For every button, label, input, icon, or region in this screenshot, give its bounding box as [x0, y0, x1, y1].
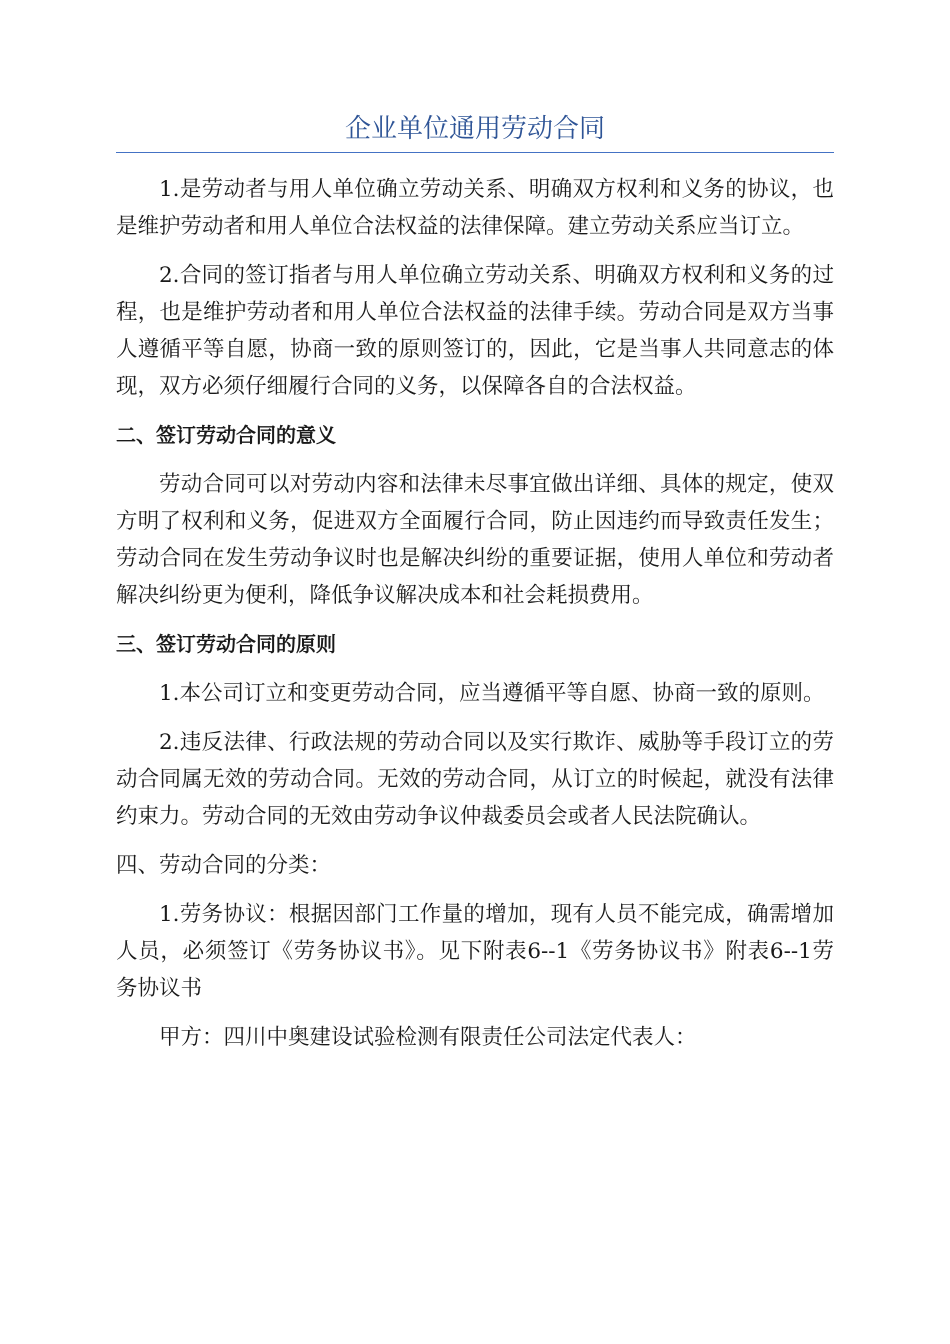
paragraph-principle-1: 1.本公司订立和变更劳动合同，应当遵循平等自愿、协商一致的原则。: [159, 681, 825, 706]
section-heading-significance: 二、签订劳动合同的意义: [116, 423, 336, 447]
paragraph-2: 2.合同的签订指者与用人单位确立劳动关系、明确双方权利和义务的过程，也是维护劳动者和用人单位合法权益的法律手续。劳动合同是双方当事人遵循平等自愿，协商一致的原则签订的，因此，它是当事人共同意志的体现，双方必须仔细履行合同的义务，以保障各自的合法权益。: [116, 263, 834, 399]
paragraph-classification-1: 1.劳务协议：根据因部门工作量的增加，现有人员不能完成，确需增加人员，必须签订《劳务协议书》。见下附表6--1《劳务协议书》附表6--1劳务协议书: [116, 902, 834, 1001]
section-heading-principles: 三、签订劳动合同的原则: [116, 632, 336, 656]
title-underline: [116, 152, 834, 153]
paragraph-significance: 劳动合同可以对劳动内容和法律未尽事宜做出详细、具体的规定，使双方明了权利和义务，促进双方全面履行合同，防止因违约而导致责任发生；劳动合同在发生劳动争议时也是解决纠纷的重要证据，使用人单位和劳动者解决纠纷更为便利，降低争议解决成本和社会耗损费用。: [116, 472, 834, 608]
paragraph-principle-2: 2.违反法律、行政法规的劳动合同以及实行欺诈、威胁等手段订立的劳动合同属无效的劳动合同。无效的劳动合同，从订立的时候起，就没有法律约束力。劳动合同的无效由劳动争议仲裁委员会或者人民法院确认。: [116, 730, 834, 829]
document-page: [116, 108, 834, 1068]
document-title: 企业单位通用劳动合同: [344, 114, 605, 144]
section-heading-classification: 四、劳动合同的分类：: [116, 853, 332, 878]
paragraph-1: 1.是劳动者与用人单位确立劳动关系、明确双方权利和义务的协议，也是维护劳动者和用人单位合法权益的法律保障。建立劳动关系应当订立。: [116, 177, 834, 239]
paragraph-party-a: 甲方：四川中奥建设试验检测有限责任公司法定代表人：: [159, 1025, 697, 1050]
